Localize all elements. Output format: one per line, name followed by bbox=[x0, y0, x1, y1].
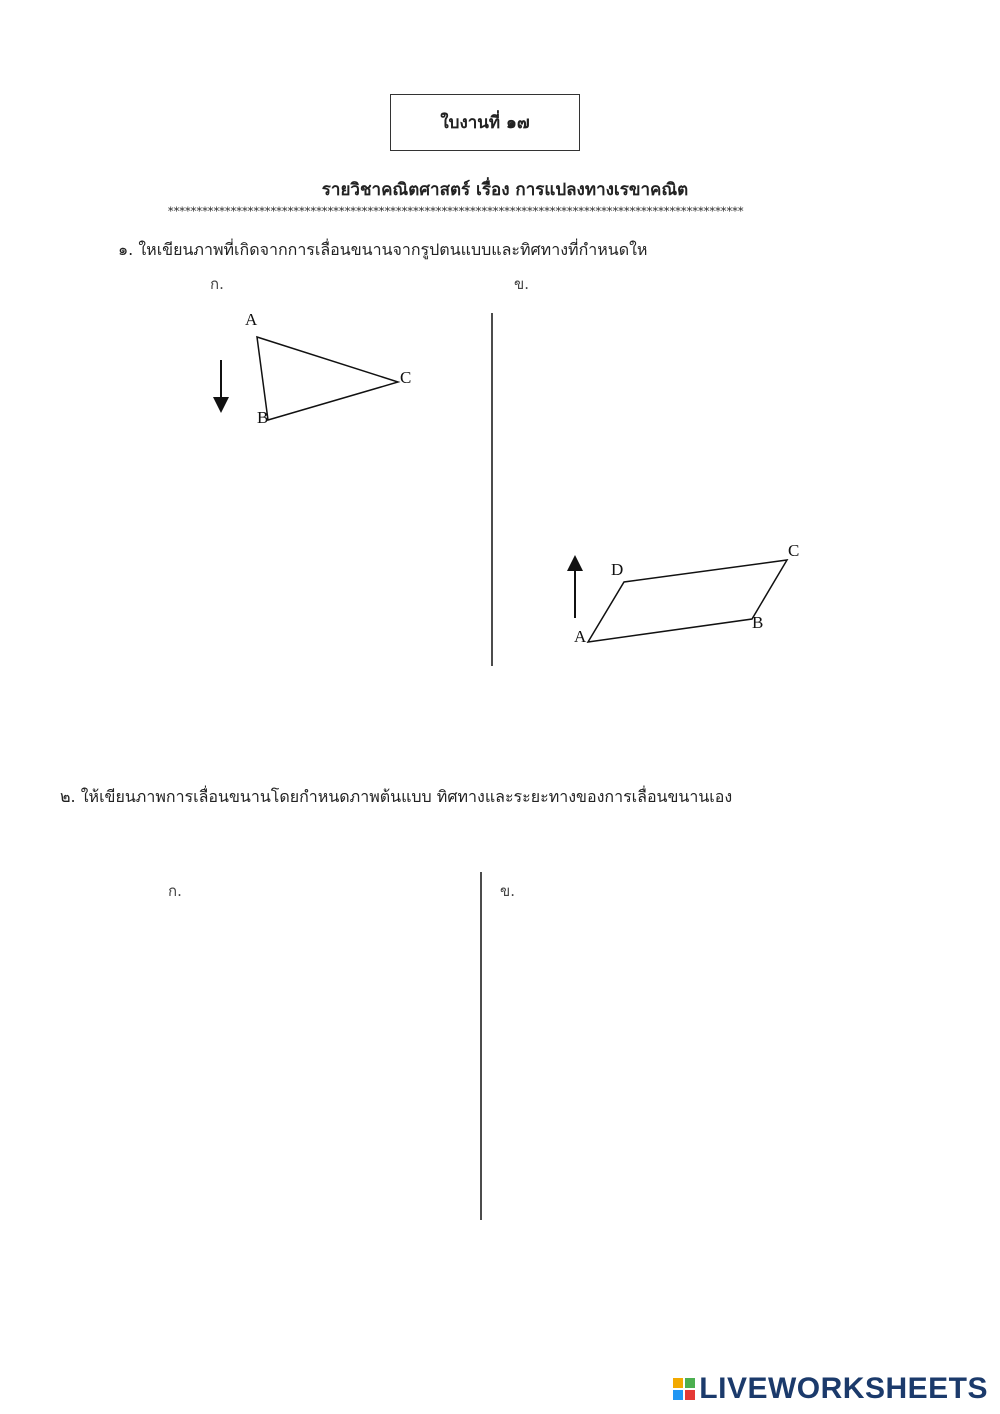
point-a-label: A bbox=[245, 310, 258, 329]
q1-part-a-label: ก. bbox=[210, 275, 224, 293]
question-2-text: ๒. ให้เขียนภาพการเลื่อนขนานโดยกำหนดภาพต้นแบบ ทิศทางและระยะทางของการเลื่อนขนานเอง bbox=[60, 787, 733, 806]
point-a-label: A bbox=[574, 627, 587, 646]
question-1-text: ๑. ใหเขียนภาพที่เกิดจากการเลื่อนขนานจากรูปตนแบบและทิศทางที่กําหนดให bbox=[118, 240, 648, 259]
worksheet-title-text: ใบงานที่ ๑๗ bbox=[440, 113, 530, 133]
logo-icon bbox=[673, 1378, 695, 1400]
point-b-label: B bbox=[752, 613, 764, 632]
subject-heading: รายวิชาคณิตศาสตร์ เรื่อง การแปลงทางเรขาคณิต bbox=[321, 180, 689, 200]
q2-part-a-label: ก. bbox=[168, 882, 182, 900]
liveworksheets-logo bbox=[673, 1372, 988, 1406]
q1-part-b-label: ข. bbox=[514, 275, 530, 293]
point-b-label: B bbox=[257, 408, 269, 427]
point-c-label: C bbox=[788, 541, 800, 560]
point-d-label: D bbox=[611, 560, 624, 579]
triangle-abc bbox=[257, 337, 398, 420]
logo-text: LIVEWORKSHEETS bbox=[699, 1372, 988, 1405]
divider-stars: ***************************************************************************************************** bbox=[168, 205, 744, 218]
q1-figures bbox=[0, 0, 1000, 700]
point-c-label: C bbox=[400, 368, 412, 387]
q2-part-b-label: ข. bbox=[500, 882, 516, 900]
q2-drawing-area bbox=[0, 860, 1000, 1240]
